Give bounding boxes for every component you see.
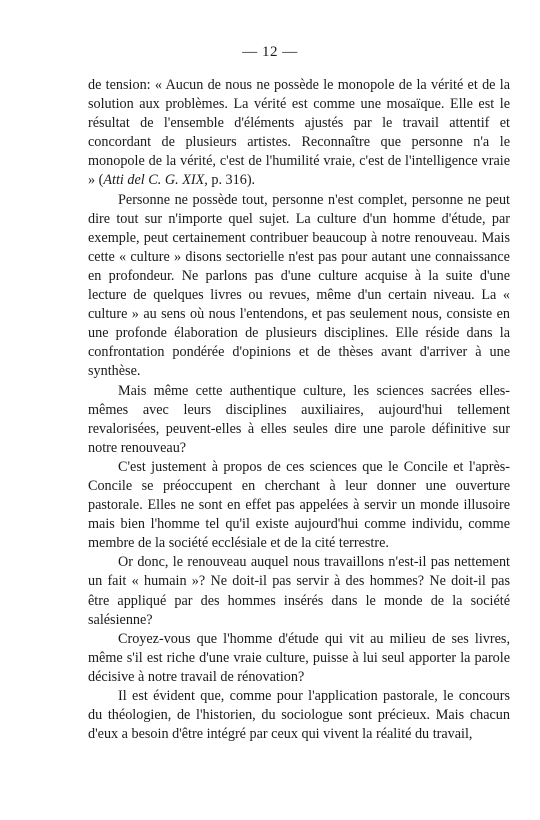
body-text — [88, 76, 510, 744]
paragraph-5: Or donc, le renouveau auquel nous travaillons n'est-il pas nettement un fait « humain »? Ne doit-il pas servir à des hommes? Ne doit-il pas être appliqué par des hommes insérés dans le monde de la société salésienne? — [88, 554, 510, 628]
paragraph-1 — [88, 76, 510, 191]
paragraph-6: Croyez-vous que l'homme d'étude qui vit au milieu de ses livres, même s'il est riche d'une vraie culture, puisse à lui seul apporter la parole décisive à notre travail de rénovation? — [88, 630, 510, 685]
paragraph-1-tail: p. 316). — [207, 172, 256, 189]
paragraph-2: Personne ne possède tout, personne n'est complet, personne ne peut dire tout sur n'importe quel sujet. La culture d'un homme d'étude, par exemple, peut certainement contribuer beaucoup à notre renouveau. Mais cette « culture » disons sectorielle n'est pas pour autant une connaissance en profondeur. Ne parlons pas d'une culture acquise à la suite d'une lecture de quelques livres ou revues, même d'un certain niveau. La « culture » au sens où nous l'entendons, et pas seulement nous, consiste en une profonde élaboration de plusieurs disciplines. Elle réside dans la confrontation pondérée d'opinions et de thèses avant d'arriver à une synthèse. — [88, 191, 510, 380]
page-number: — 12 — — [242, 44, 298, 60]
paragraph-4: C'est justement à propos de ces sciences que le Concile et l'après-Concile se préoccupent en cherchant à leur donner une ouverture pastorale. Elles ne sont en effet pas appelées à servir un monde illusoire mais bien l'homme tel qu'il existe aujourd'hui comme individu, comme membre de la société ecclésiale et de la cité terrestre. — [88, 458, 510, 552]
paragraph-7: Il est évident que, comme pour l'application pastorale, le concours du théologien, de l'historien, du sociologue sont précieux. Mais chacun d'eux a besoin d'être intégré par ceux qui vivent la réalité du travail, — [88, 688, 510, 743]
paragraph-1-text: de tension: « Aucun de nous ne possède le monopole de la vérité et de la solution aux problèmes. La vérité est comme une mosaïque. Elle est le résultat de l'ensemble d'éléments ajustés par le travail attentif et concordant de plusieurs artistes. Reconnaître que personne n'a le monopole de la vérité, c'est de l'humilité vraie, c'est de l'intelligence vraie » ( — [88, 77, 510, 189]
citation-reference: Atti del C. G. XIX, — [103, 172, 208, 189]
paragraph-3: Mais même cette authentique culture, les sciences sacrées elles-mêmes avec leurs disciplines auxiliaires, aujourd'hui tellement revalorisées, peuvent-elles à elles seules dire une parole définitive sur notre renouveau? — [88, 382, 510, 456]
